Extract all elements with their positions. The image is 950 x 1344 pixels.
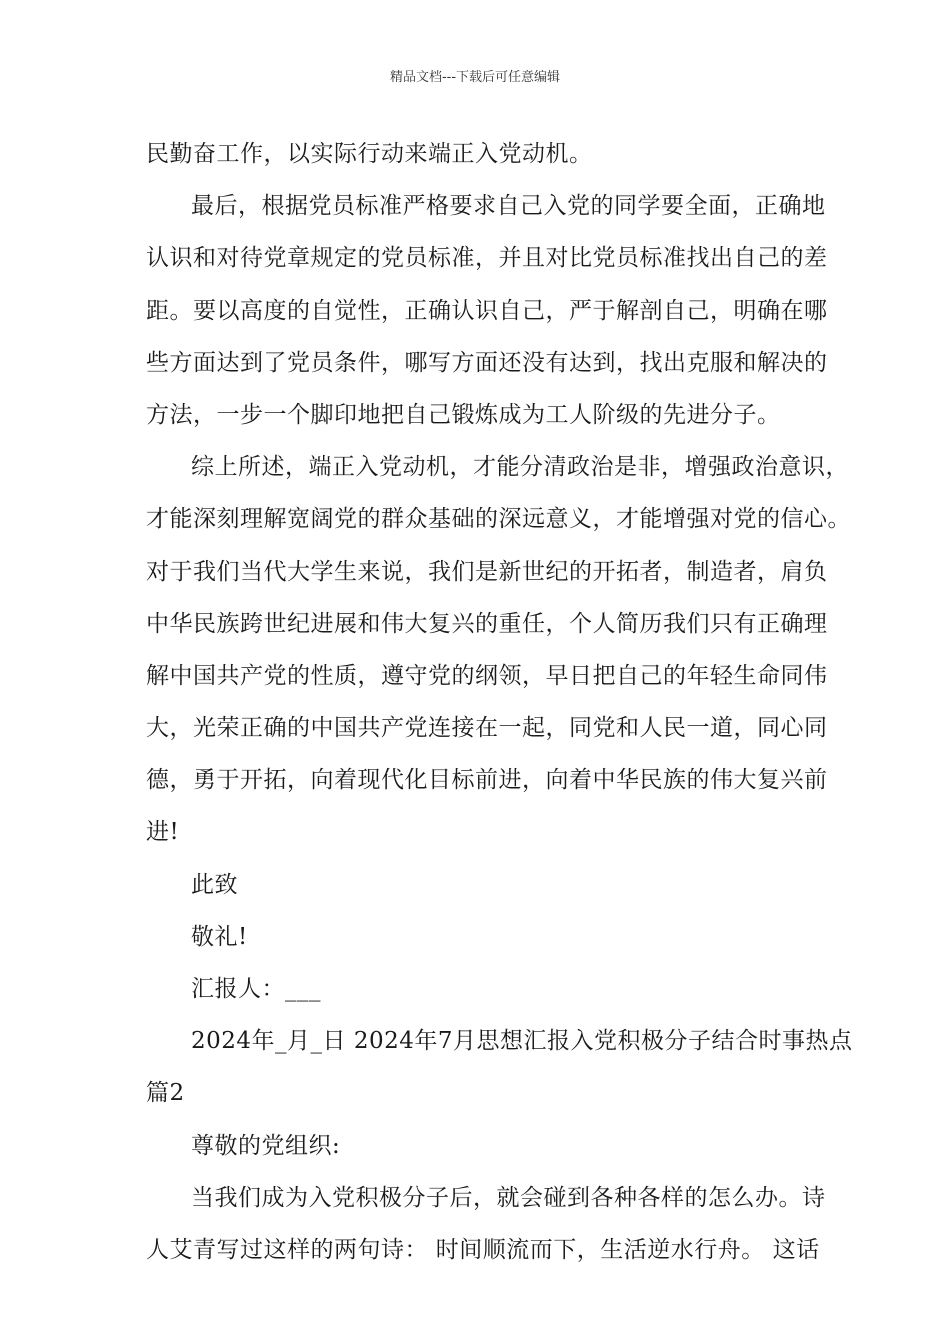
text-line: 方法，一步一个脚印地把自己锻炼成为工人阶级的先进分子。 <box>146 401 781 428</box>
text-line: 当我们成为入党积极分子后，就会碰到各种各样的怎么办。诗 <box>191 1184 826 1211</box>
text-line: 民勤奋工作，以实际行动来端正入党动机。 <box>146 141 593 167</box>
text-line: 距。要以高度的自觉性，正确认识自己，严于解剖自己，明确在哪 <box>146 297 828 324</box>
text-line: 德，勇于开拓，向着现代化目标前进，向着中华民族的伟大复兴前 <box>146 767 828 794</box>
document-body <box>146 128 853 1276</box>
greeting: 尊敬的党组织: <box>191 1132 341 1159</box>
text-line: 对于我们当代大学生来说，我们是新世纪的开拓者，制造者，肩负 <box>146 558 828 585</box>
closing-salutation: 此致 <box>191 871 238 898</box>
text-line: 才能深刻理解宽阔党的群众基础的深远意义，才能增强对党的信心。 <box>146 506 851 533</box>
text-line: 中华民族跨世纪进展和伟大复兴的重任，个人简历我们只有正确理 <box>146 610 828 637</box>
text-line: 最后，根据党员标准严格要求自己入党的同学要全面，正确地 <box>191 193 826 220</box>
reporter-line: 汇报人：___ <box>191 976 321 1002</box>
date-title-line: 2024年_月_日 2024年7月思想汇报入党积极分子结合时事热点 <box>191 1028 853 1055</box>
closing-regards: 敬礼! <box>191 923 248 950</box>
text-line: 进! <box>146 819 180 846</box>
text-line: 综上所述，端正入党动机，才能分清政治是非，增强政治意识， <box>191 454 849 481</box>
text-line: 解中国共产党的性质，遵守党的纲领，早日把自己的年轻生命同伟 <box>146 662 828 689</box>
section-number: 篇2 <box>146 1080 185 1107</box>
text-line: 人艾青写过这样的两句诗： 时间顺流而下，生活逆水行舟。 这话 <box>146 1236 820 1263</box>
text-line: 些方面达到了党员条件，哪写方面还没有达到，找出克服和解决的 <box>146 349 828 376</box>
text-line: 认识和对待党章规定的党员标准，并且对比党员标准找出自己的差 <box>146 245 828 272</box>
page-header: 精品文档---下载后可任意编辑 <box>389 70 561 85</box>
text-line: 大，光荣正确的中国共产党连接在一起，同党和人民一道，同心同 <box>146 715 828 742</box>
